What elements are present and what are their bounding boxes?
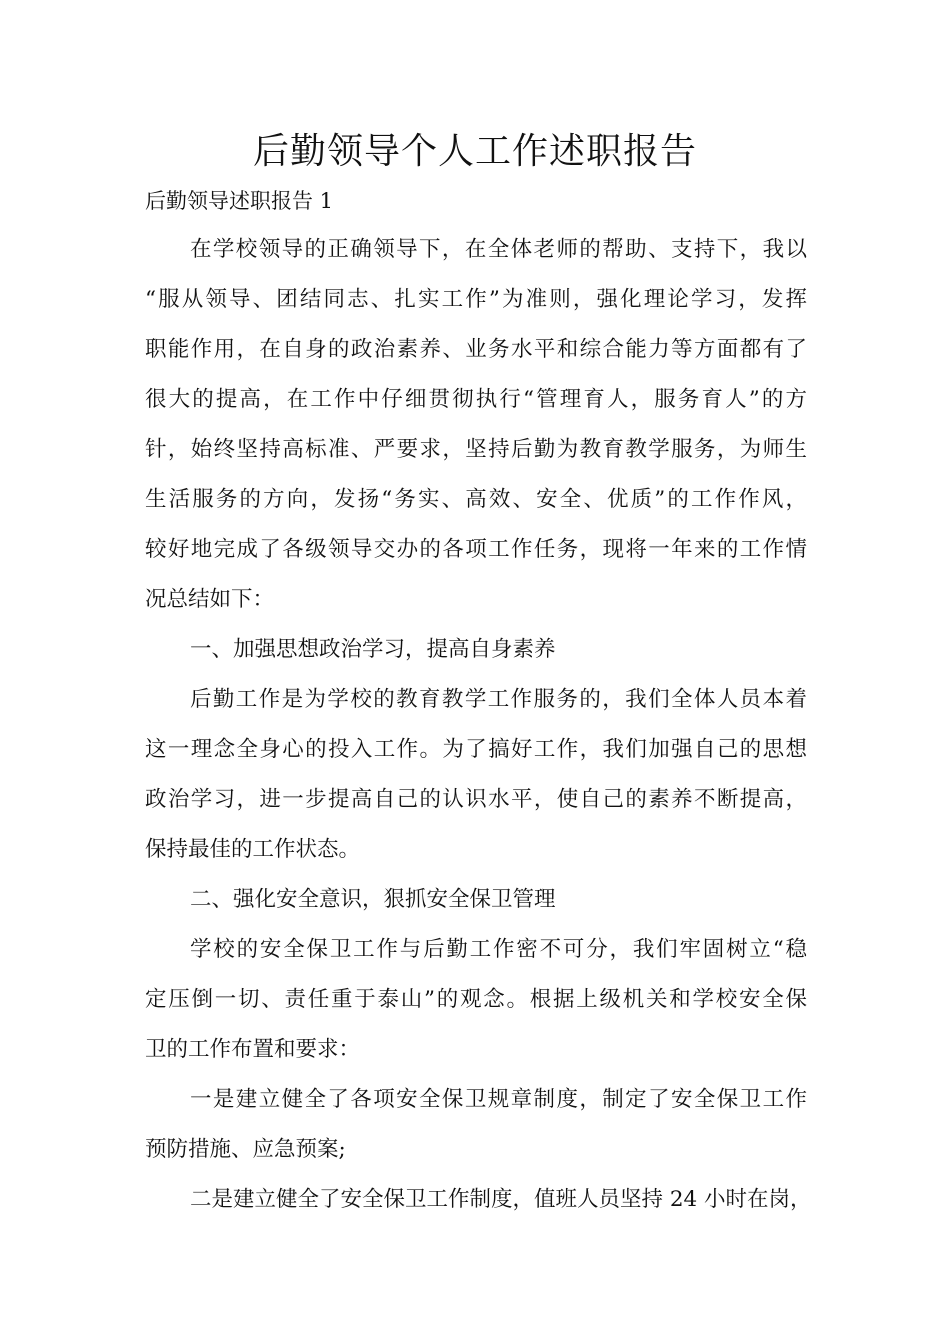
- paragraph-line: 在学校领导的正确领导下，在全体老师的帮助、支持下，我以: [190, 237, 807, 262]
- paragraph: [145, 675, 807, 875]
- paragraph: [145, 925, 807, 1075]
- paragraph-line: 针，始终坚持高标准、严要求，坚持后勤为教育教学服务，为师生: [145, 437, 807, 462]
- paragraph-line: 二、强化安全意识，狠抓安全保卫管理: [190, 887, 556, 912]
- paragraph-line: 政治学习，进一步提高自己的认识水平，使自己的素养不断提高，: [145, 787, 807, 812]
- paragraph: [145, 875, 807, 925]
- paragraph-line: 预防措施、应急预案;: [145, 1137, 346, 1162]
- paragraph-line: 较好地完成了各级领导交办的各项工作任务，现将一年来的工作情: [145, 537, 807, 562]
- paragraph-line: 况总结如下：: [145, 587, 275, 612]
- paragraph-line: 职能作用，在自身的政治素养、业务水平和综合能力等方面都有了: [145, 337, 807, 362]
- paragraph-line: 定压倒一切、责任重于泰山”的观念。根据上级机关和学校安全保: [145, 987, 807, 1012]
- paragraph-line: 保持最佳的工作状态。: [145, 837, 361, 862]
- paragraph: [145, 225, 807, 625]
- paragraph-line: 生活服务的方向，发扬“务实、高效、安全、优质”的工作作风，: [145, 487, 807, 512]
- paragraph-line: 后勤工作是为学校的教育教学工作服务的，我们全体人员本着: [190, 687, 807, 712]
- paragraph: [145, 1175, 812, 1225]
- document-subtitle: 后勤领导述职报告 1: [145, 189, 334, 213]
- paragraph: [145, 625, 807, 675]
- document-title: 后勤领导个人工作述职报告: [252, 131, 697, 172]
- paragraph-line: “服从领导、团结同志、扎实工作”为准则，强化理论学习，发挥: [145, 287, 807, 312]
- paragraph: [145, 1075, 807, 1175]
- paragraph-line: 很大的提高，在工作中仔细贯彻执行“管理育人，服务育人”的方: [145, 387, 807, 412]
- paragraph-line: 卫的工作布置和要求：: [145, 1037, 361, 1062]
- paragraph-line: 这一理念全身心的投入工作。为了搞好工作，我们加强自己的思想: [145, 737, 807, 762]
- paragraph-line: 一、加强思想政治学习，提高自身素养: [190, 637, 556, 662]
- paragraph-line: 一是建立健全了各项安全保卫规章制度，制定了安全保卫工作: [190, 1087, 807, 1112]
- paragraph-line: 二是建立健全了安全保卫工作制度，值班人员坚持 24 小时在岗，: [190, 1187, 812, 1212]
- paragraph-line: 学校的安全保卫工作与后勤工作密不可分，我们牢固树立“稳: [190, 937, 807, 962]
